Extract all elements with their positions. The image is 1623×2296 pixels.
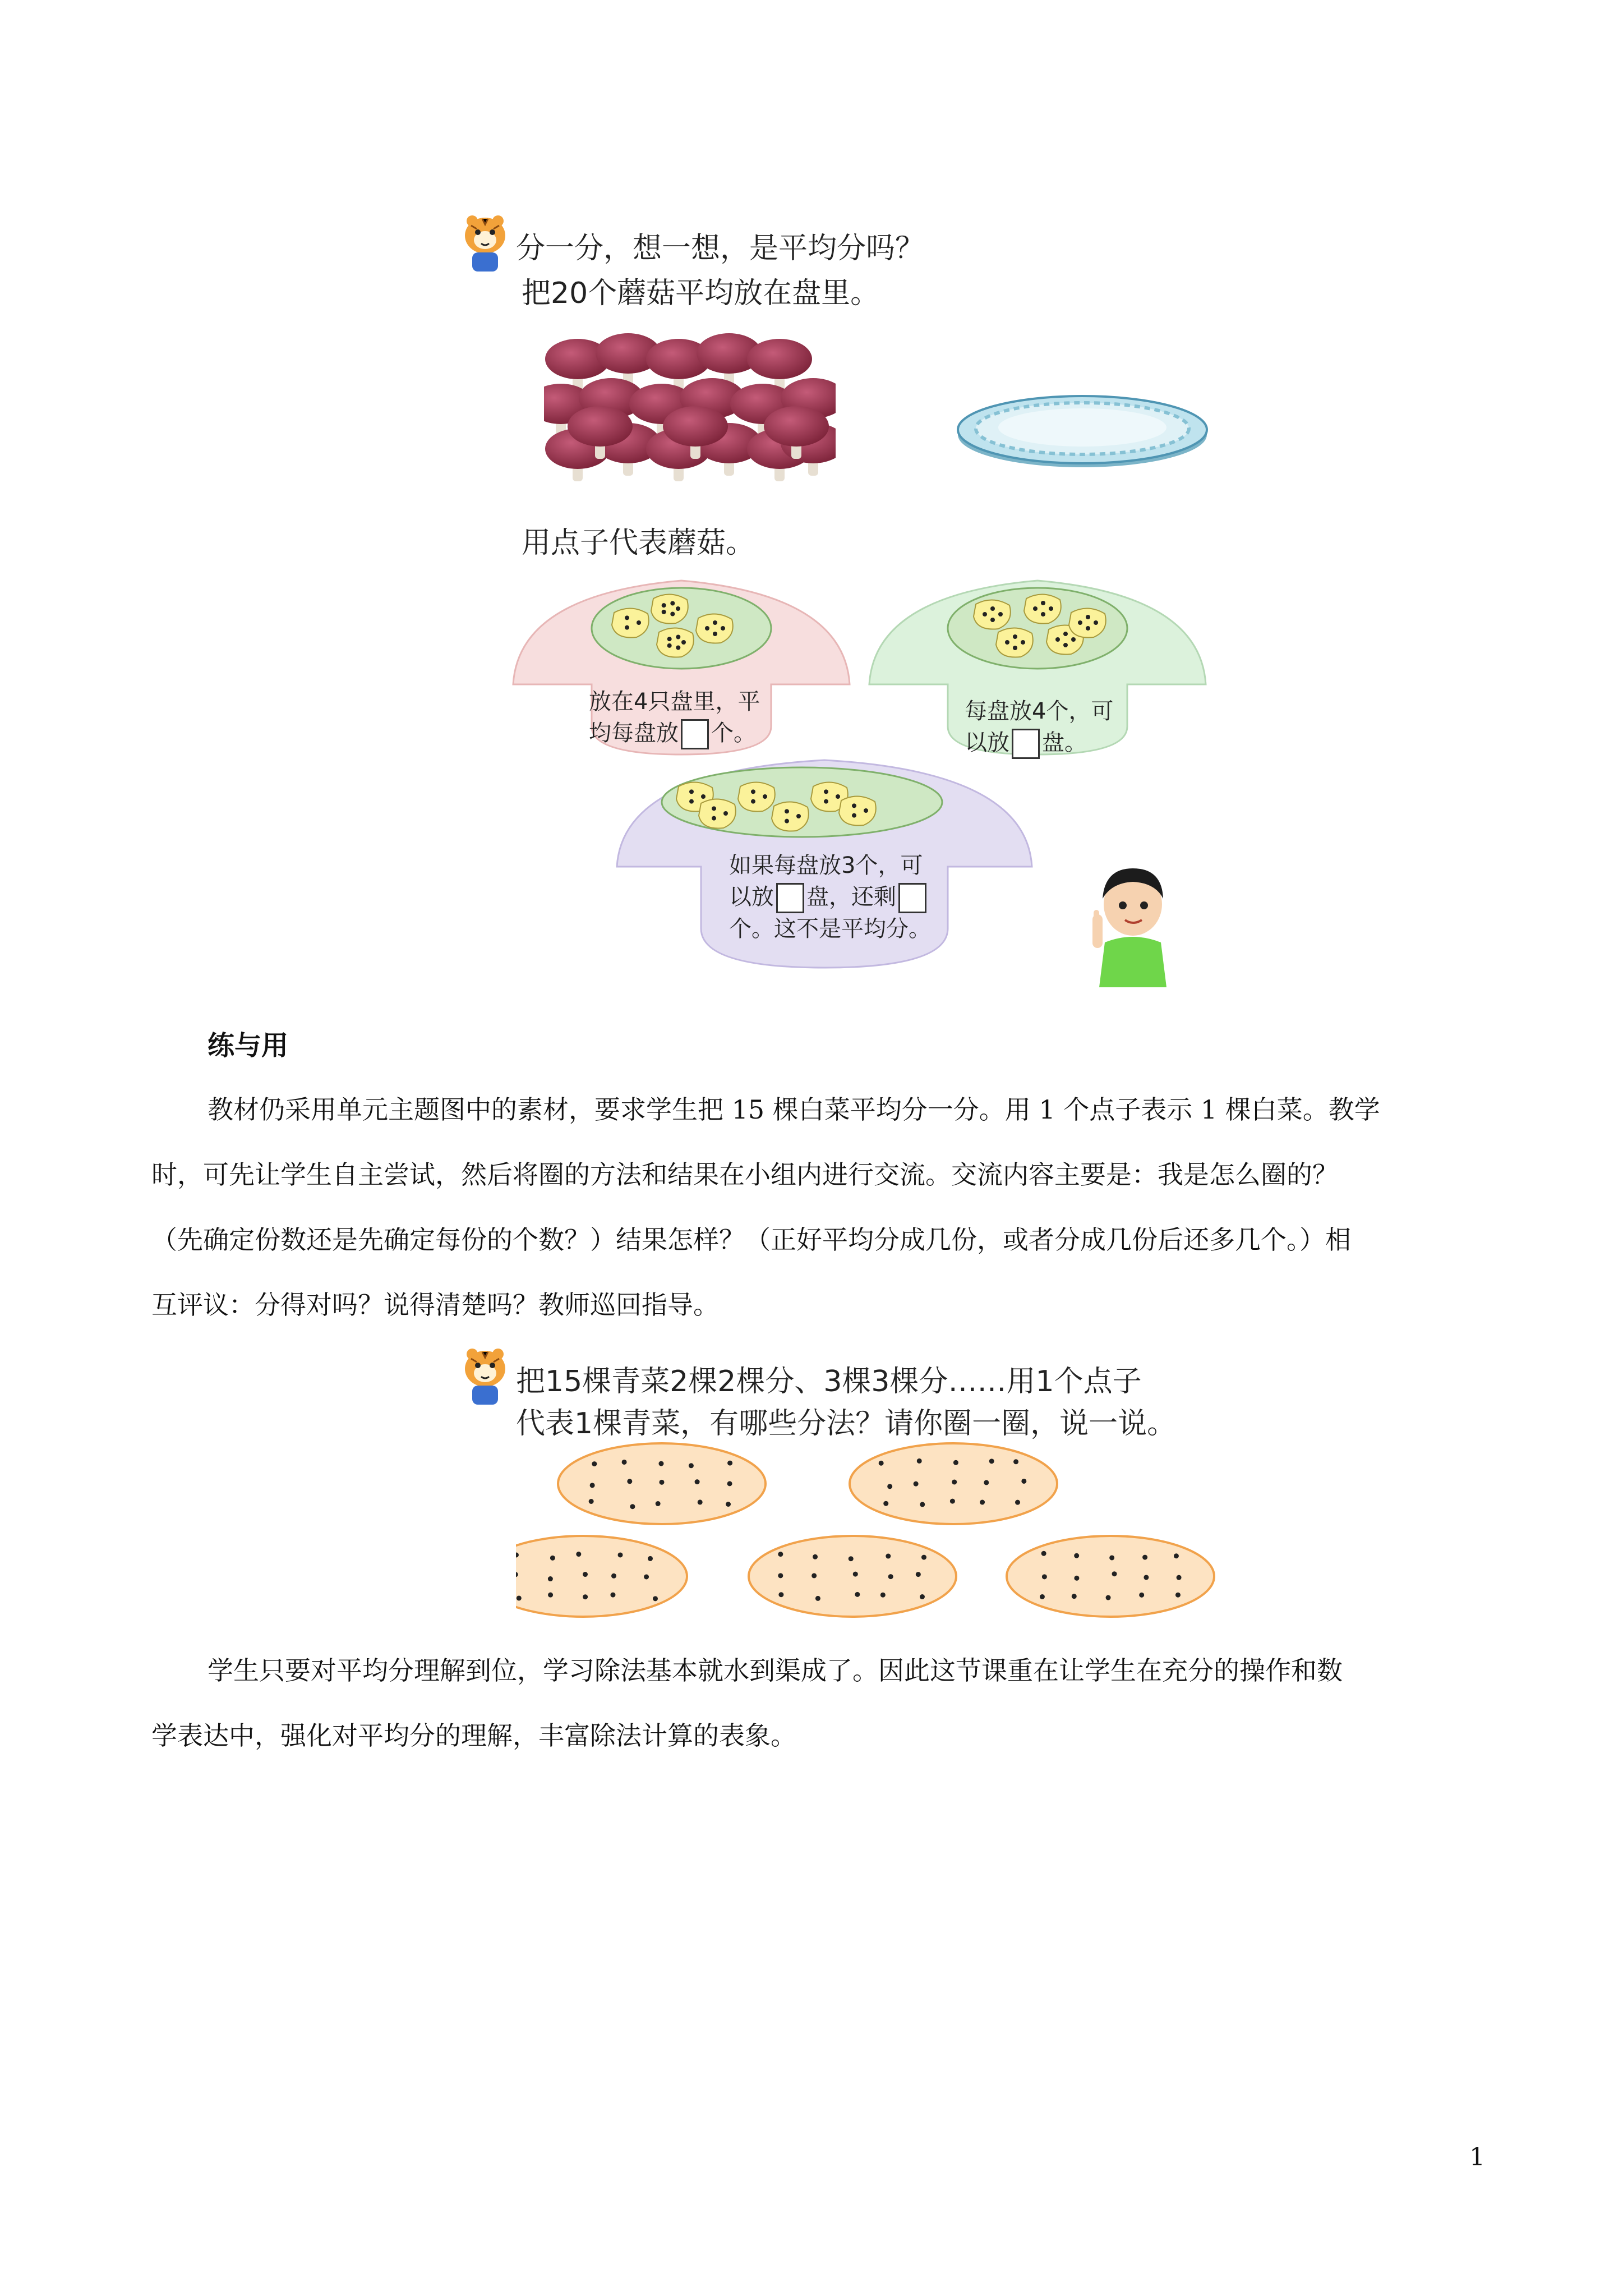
answer-box[interactable]	[776, 883, 804, 913]
dot	[726, 1502, 731, 1507]
dot	[883, 1501, 888, 1506]
para2-line2: 学表达中，强化对平均分的理解，丰富除法计算的表象。	[151, 1720, 796, 1751]
cloud3-line-c: 盘，还剩	[806, 884, 896, 910]
dot-oval[interactable]	[850, 1443, 1057, 1524]
figure1-title-line1: 分一分，想一想，是平均分吗？	[516, 232, 925, 265]
mushroom-group	[544, 325, 836, 488]
cloud2-line-b: 以放	[965, 730, 1009, 756]
dot	[517, 1595, 522, 1600]
para1-line4: 互评议：分得对吗？说得清楚吗？教师巡回指导。	[151, 1290, 719, 1320]
dot-group	[996, 628, 1033, 657]
dot	[813, 1554, 818, 1559]
dot	[1021, 640, 1025, 645]
dot	[705, 626, 709, 631]
dot	[980, 1500, 985, 1505]
dot	[712, 816, 716, 821]
dot	[1177, 1575, 1182, 1580]
dot	[1106, 1595, 1111, 1600]
dot	[824, 799, 828, 804]
dot	[1041, 601, 1045, 605]
dot	[656, 1501, 661, 1506]
dot	[653, 1596, 658, 1601]
dot	[712, 806, 716, 811]
dot	[548, 1576, 553, 1581]
dot	[662, 610, 666, 614]
dot	[576, 1552, 581, 1557]
dot	[983, 612, 987, 616]
dot	[667, 637, 672, 641]
dot	[984, 1480, 989, 1485]
dot	[778, 1552, 783, 1557]
dot-oval[interactable]	[516, 1536, 687, 1617]
dot	[1074, 1553, 1079, 1558]
dot	[610, 1593, 615, 1598]
tiger-mascot-icon	[460, 1346, 510, 1408]
dot	[676, 646, 680, 650]
dot	[548, 1593, 553, 1598]
dot	[1072, 1594, 1077, 1599]
cloud3-line-d: 个。这不是平均分。	[729, 916, 931, 942]
dot	[824, 789, 828, 794]
dot-ovals	[516, 1442, 1245, 1632]
dot	[888, 1574, 893, 1579]
dot	[1109, 1555, 1114, 1560]
dot	[778, 1573, 783, 1578]
dot	[648, 1556, 653, 1561]
dot	[836, 794, 840, 799]
dot-group	[1069, 608, 1106, 637]
dot-group	[651, 594, 688, 623]
dots-caption: 用点子代表蘑菇。	[522, 526, 755, 560]
dot	[1041, 612, 1045, 616]
dot	[670, 612, 675, 616]
dot	[1112, 1571, 1117, 1576]
figure2-title-line1: 把15棵青菜2棵2棵分、3棵3棵分……用1个点子	[516, 1365, 1142, 1398]
dot	[778, 1592, 783, 1597]
dot	[1033, 606, 1038, 611]
dot	[1094, 620, 1098, 625]
dot	[815, 1596, 820, 1601]
dot	[751, 799, 755, 804]
dot	[676, 606, 680, 611]
figure-cabbage-dots	[460, 1346, 1245, 1638]
dot	[658, 1461, 663, 1466]
cloud3-line-b: 以放	[729, 884, 774, 910]
dot	[1055, 637, 1060, 642]
boy-icon	[1088, 858, 1178, 987]
dot	[952, 1479, 957, 1484]
cloud2-line-c: 盘。	[1042, 730, 1087, 756]
dot	[1049, 606, 1053, 611]
dot-group	[1024, 594, 1061, 623]
figure-mushrooms	[460, 213, 1234, 987]
dot	[1144, 1575, 1149, 1580]
dot	[864, 808, 868, 813]
tiger-mascot-icon	[460, 213, 510, 275]
paragraph-1	[151, 1077, 1497, 1337]
dot	[611, 1573, 616, 1579]
dot	[1041, 1551, 1046, 1556]
dot	[698, 1499, 703, 1504]
cloud1-text	[589, 686, 760, 749]
dot	[1063, 632, 1068, 636]
dot	[727, 1481, 732, 1486]
cloud3-line-a: 如果每盘放3个，可	[729, 853, 923, 878]
dot-group	[612, 608, 649, 637]
answer-box[interactable]	[898, 883, 926, 913]
paragraph-2	[151, 1638, 1497, 1768]
dot	[796, 814, 801, 818]
answer-box[interactable]	[681, 719, 709, 749]
cloud1-line-c: 个。	[711, 720, 756, 746]
dot	[950, 1499, 955, 1504]
dot-group	[839, 796, 876, 825]
dot	[914, 1481, 919, 1487]
cloud3-text	[729, 850, 931, 945]
dot	[1142, 1555, 1147, 1560]
dot	[1086, 615, 1090, 619]
dot	[990, 618, 995, 622]
dot	[785, 819, 789, 823]
dot	[989, 1458, 994, 1464]
dot	[713, 632, 717, 636]
dot	[1139, 1593, 1144, 1598]
dot	[670, 601, 675, 605]
dot	[852, 803, 856, 808]
dot	[1013, 646, 1017, 650]
dot	[713, 620, 717, 625]
dot	[1086, 626, 1090, 631]
dot	[676, 634, 680, 639]
dot	[1175, 1593, 1181, 1598]
plate-icon	[953, 381, 1211, 471]
dot	[921, 1555, 926, 1560]
dot	[550, 1556, 555, 1561]
dot	[625, 615, 629, 620]
dot	[625, 625, 629, 630]
dot	[701, 794, 706, 799]
para1-line2: 时，可先让学生自主尝试，然后将圈的方法和结果在小组内进行交流。交流内容主要是：我是怎么圈的？	[151, 1159, 1338, 1190]
dot	[695, 1479, 700, 1484]
cloud2-line-a: 每盘放4个，可	[965, 698, 1114, 724]
dot	[886, 1554, 891, 1559]
dot	[659, 1480, 664, 1485]
dot	[920, 1502, 925, 1507]
dot	[849, 1556, 854, 1561]
dot	[751, 789, 755, 794]
dot	[723, 811, 728, 816]
dot	[853, 1572, 858, 1577]
dot	[662, 603, 666, 608]
dot	[618, 1552, 623, 1557]
dot	[811, 1573, 817, 1578]
dot	[630, 1504, 635, 1509]
dot-group	[657, 628, 694, 657]
dot-oval[interactable]	[749, 1536, 956, 1617]
dot-group	[738, 782, 775, 811]
dot	[1063, 643, 1068, 647]
dot	[1071, 637, 1076, 642]
dot	[855, 1592, 860, 1597]
dot	[644, 1575, 649, 1580]
section-heading: 练与用	[208, 1030, 289, 1061]
para1-line3: （先确定份数还是先确定每份的个数？）结果怎样？（正好平均分成几份，或者分成几份后还多几个。）相	[151, 1225, 1351, 1255]
dot	[1015, 1500, 1020, 1505]
dot	[627, 1479, 632, 1484]
dot-group	[699, 799, 736, 828]
figure1-title-line2: 把20个蘑菇平均放在盘里。	[522, 277, 880, 310]
para1-line1: 教材仍采用单元主题图中的素材，要求学生把 15 棵白菜平均分一分。用 1 个点子表示 1 棵白菜。教学	[208, 1094, 1380, 1125]
dot	[1021, 1479, 1026, 1484]
dot-group	[974, 600, 1011, 629]
dot	[667, 643, 672, 648]
page-number: 1	[1469, 2143, 1485, 2171]
dot	[785, 809, 789, 813]
dot	[879, 1461, 884, 1466]
cloud1-line-a: 放在4只盘里，平	[589, 689, 760, 715]
dot	[953, 1460, 958, 1465]
dot	[1042, 1574, 1047, 1579]
dot	[998, 612, 1003, 616]
dot	[1013, 1459, 1018, 1464]
dot-oval[interactable]	[1007, 1536, 1214, 1617]
dot	[590, 1483, 595, 1488]
figure2-title-line2: 代表1棵青菜，有哪些分法？请你圈一圈，说一说。	[516, 1407, 1177, 1441]
dot	[583, 1572, 588, 1577]
dot	[880, 1593, 886, 1598]
dot	[1174, 1553, 1179, 1558]
dot	[852, 813, 856, 818]
dot-oval[interactable]	[558, 1443, 766, 1524]
dot	[689, 799, 694, 804]
dot	[1078, 620, 1082, 625]
dot	[917, 1458, 922, 1464]
dot	[689, 789, 694, 794]
dot	[622, 1460, 627, 1465]
para2-line1: 学生只要对平均分理解到位，学习除法基本就水到渠成了。因此这节课重在让学生在充分的操作和数	[208, 1655, 1343, 1686]
dot	[1005, 640, 1009, 645]
dot	[727, 1461, 732, 1466]
dot	[681, 640, 686, 645]
dot-group	[772, 802, 809, 831]
dot	[920, 1594, 925, 1599]
dot	[583, 1594, 588, 1599]
dot	[1013, 634, 1017, 639]
dot	[887, 1484, 892, 1489]
dot	[1074, 1576, 1079, 1581]
dot	[1040, 1594, 1045, 1599]
dot	[916, 1572, 921, 1577]
dot	[990, 606, 995, 611]
dot	[637, 620, 641, 625]
dot-group	[696, 614, 733, 643]
dot	[763, 794, 767, 799]
dot	[592, 1461, 597, 1466]
dot	[689, 1463, 694, 1468]
dot	[589, 1499, 594, 1504]
dot	[721, 626, 725, 631]
cloud1-line-b: 均每盘放	[589, 720, 679, 746]
